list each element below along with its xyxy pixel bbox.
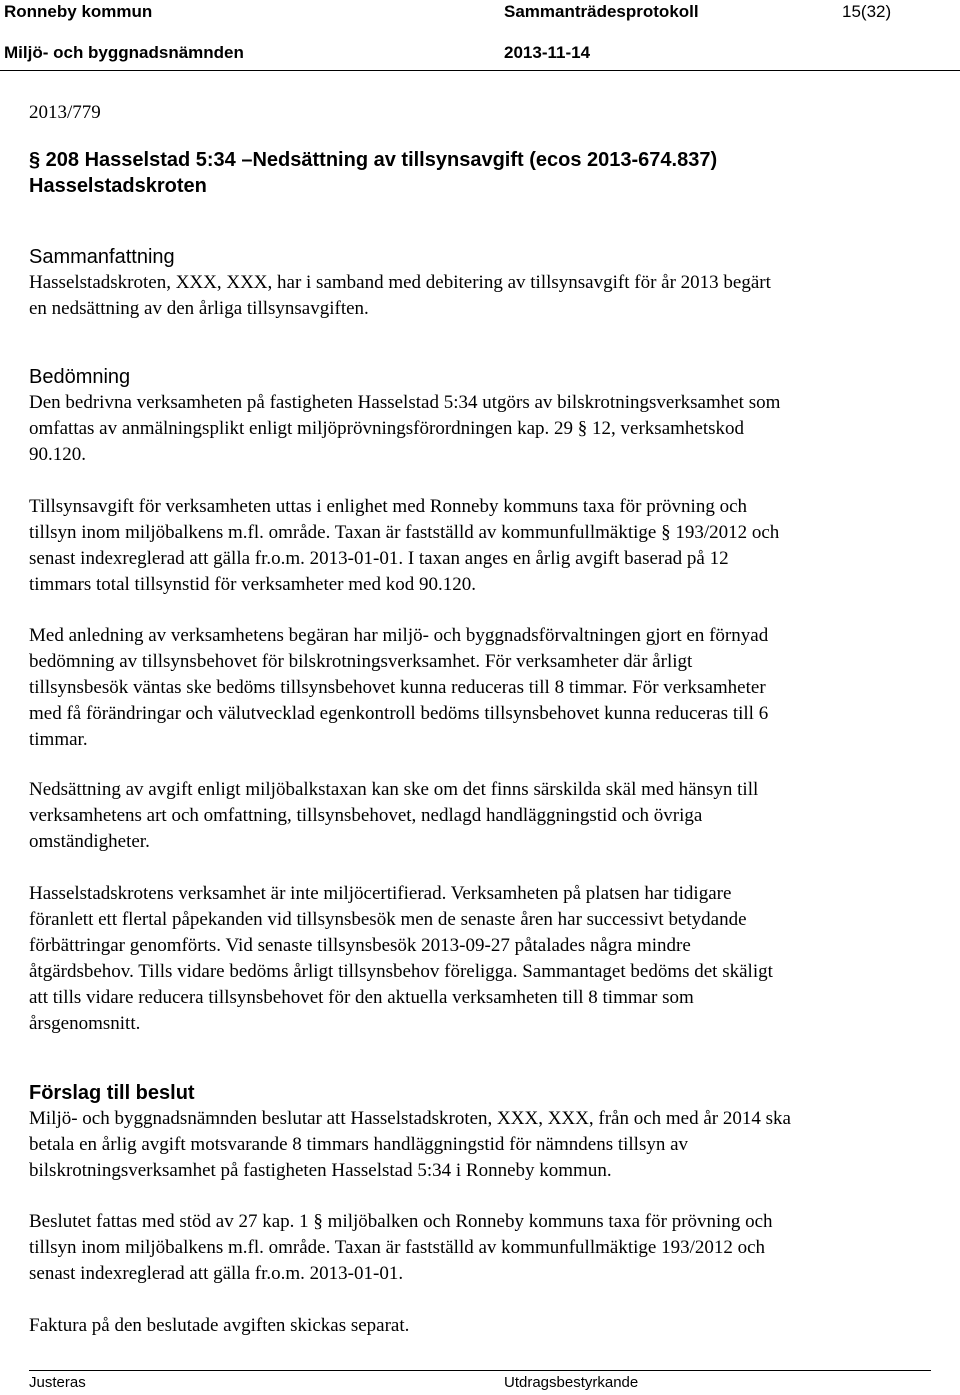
body-line: Hasselstadskrotens verksamhet är inte miljöcertifierad. Verksamheten på platsen har tidigare: [29, 883, 732, 904]
header-committee: Miljö- och byggnadsnämnden: [4, 43, 244, 62]
body-line: Den bedrivna verksamheten på fastigheten Hasselstad 5:34 utgörs av bilskrotningsverksamhet som: [29, 392, 781, 413]
body-line: omständigheter.: [29, 831, 150, 852]
body-line: senast indexreglerad att gälla fr.o.m. 2013-01-01.: [29, 1263, 404, 1284]
body-line: Tillsynsavgift för verksamheten uttas i enlighet med Ronneby kommuns taxa för prövning och: [29, 496, 748, 517]
body-line: timmar.: [29, 729, 88, 750]
body-line: betala en årlig avgift motsvarande 8 timmars handläggningstid för nämndens tillsyn av: [29, 1134, 689, 1155]
heading-forslag-till-beslut: Förslag till beslut: [29, 1082, 195, 1104]
body-line: senast indexreglerad att gälla fr.o.m. 2013-01-01. I taxan anges en årlig avgift baserad på 12: [29, 548, 729, 569]
body-line: Miljö- och byggnadsnämnden beslutar att Hasselstadskroten, XXX, XXX, från och med år 2014 ska: [29, 1108, 791, 1129]
body-line: Hasselstadskroten, XXX, XXX, har i samband med debitering av tillsynsavgift för år 2013 begärt: [29, 272, 771, 293]
body-line: 90.120.: [29, 444, 86, 465]
footer-justeras: Justeras: [29, 1374, 86, 1391]
header-date: 2013-11-14: [504, 43, 591, 62]
body-line: verksamhetens art och omfattning, tillsynsbehovet, nedlagd handläggningstid och övriga: [29, 805, 703, 826]
body-line: åtgärdsbehov. Tills vidare bedöms årligt tillsynsbehov föreligga. Sammantaget bedöms det skäligt: [29, 961, 773, 982]
body-line: att tills vidare reducera tillsynsbehovet för den aktuella verksamheten till 8 timmar som: [29, 987, 694, 1008]
body-line: Med anledning av verksamhetens begäran har miljö- och byggnadsförvaltningen gjort en förnyad: [29, 625, 769, 646]
body-line: Nedsättning av avgift enligt miljöbalkstaxan kan ske om det finns särskilda skäl med hänsyn till: [29, 779, 759, 800]
footer-utdragsbestyrkande: Utdragsbestyrkande: [504, 1374, 639, 1391]
body-line: föranlett ett flertal påpekanden vid tillsynsbesök men de senaste åren har successivt betydande: [29, 909, 747, 930]
body-line: med få förändringar och välutvecklad egenkontroll bedöms tillsynsbehovet kunna reduceras till 6: [29, 703, 769, 724]
body-line: årsgenomsnitt.: [29, 1013, 141, 1034]
header-org: Ronneby kommun: [4, 2, 153, 21]
body-line: Beslutet fattas med stöd av 27 kap. 1 § miljöbalken och Ronneby kommuns taxa för prövning och: [29, 1211, 773, 1232]
body-line: bedömning av tillsynsbehovet för bilskrotningsverksamhet. För verksamheter där årligt: [29, 651, 693, 672]
header-divider: [0, 70, 960, 71]
body-line: bilskrotningsverksamhet på fastigheten Hasselstad 5:34 i Ronneby kommun.: [29, 1160, 612, 1181]
body-line: timmars total tillsynstid för verksamheter med kod 90.120.: [29, 574, 476, 595]
header-doc-type: Sammanträdesprotokoll: [504, 2, 699, 21]
body-line: tillsyn inom miljöbalkens m.fl. område. Taxan är fastställd av kommunfullmäktige § 193/2012 och: [29, 522, 780, 543]
header-page-number: 15(32): [842, 2, 892, 21]
body-line: tillsyn inom miljöbalkens m.fl. område. Taxan är fastställd av kommunfullmäktige 193/2012 och: [29, 1237, 766, 1258]
footer-divider: [29, 1370, 931, 1371]
body-line: tillsynsbesök väntas ske bedöms tillsynsbehovet kunna reduceras till 8 timmar. För verksamheter: [29, 677, 766, 698]
body-line: omfattas av anmälningsplikt enligt miljöprövningsförordningen kap. 29 § 12, verksamhetskod: [29, 418, 745, 439]
heading-bedomning: Bedömning: [29, 366, 131, 388]
body-line: en nedsättning av den årliga tillsynsavgiften.: [29, 298, 369, 319]
case-title-line-2: Hasselstadskroten: [29, 175, 207, 197]
heading-sammanfattning: Sammanfattning: [29, 246, 175, 268]
body-line: förbättringar genomförts. Vid senaste tillsynsbesök 2013-09-27 påtalades några mindre: [29, 935, 691, 956]
case-number: 2013/779: [29, 102, 101, 123]
case-title-line-1: § 208 Hasselstad 5:34 –Nedsättning av tillsynsavgift (ecos 2013-674.837): [29, 149, 718, 171]
body-line: Faktura på den beslutade avgiften skickas separat.: [29, 1315, 410, 1336]
